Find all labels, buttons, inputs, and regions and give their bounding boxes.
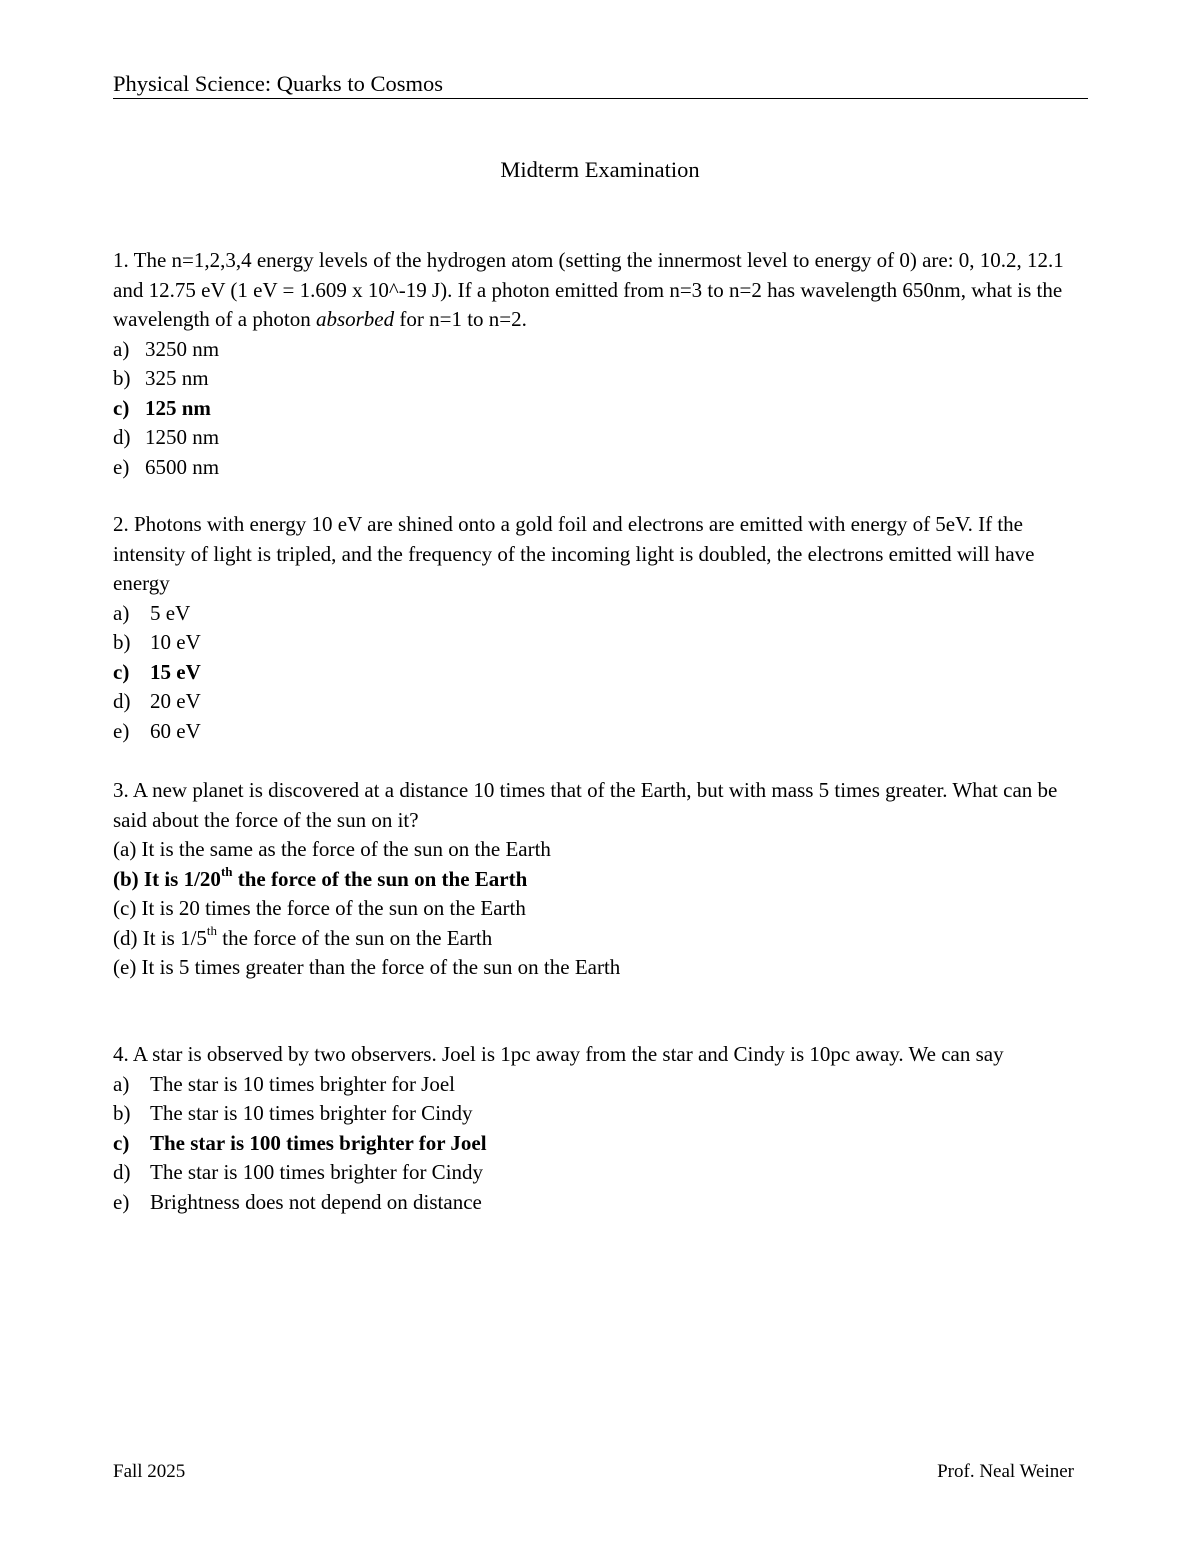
question-1-options [113,335,1088,483]
question-2 [113,510,1088,746]
question-4-stem: 4. A star is observed by two observers. Joel is 1pc away from the star and Cindy is 10pc away. We can say [113,1042,1004,1066]
footer-term: Fall 2025 [113,1461,186,1482]
question-2-stem: 2. Photons with energy 10 eV are shined onto a gold foil and electrons are emitted with energy of 5eV. If the intensity of light is tripled, and the frequency of the incoming light is doubled, the electrons emitted will have energy [113,512,1035,595]
option-e: e) 60 eV [113,718,201,743]
question-3 [113,776,1088,983]
question-4-options [113,1070,1088,1218]
option-d: d) 20 eV [113,689,201,713]
option-e: e) 6500 nm [113,454,220,479]
footer-instructor: Prof. Neal Weiner [937,1461,1074,1482]
option-e: e) Brightness does not depend on distance [113,1189,482,1214]
page-title: Midterm Examination [500,157,700,182]
option-d: d) The star is 100 times brighter for Cindy [113,1160,484,1184]
question-1-stem: 1. The n=1,2,3,4 energy levels of the hydrogen atom (setting the innermost level to energy of 0) are: 0, 10.2, 12.1 and 12.75 eV (1 eV = 1.609 x 10^-19 J). If a photon emitted from n=3 to n=2 has wavelength 650nm, what is the wavelength of a photon absorbed for n=1 to n=2. [113,248,1064,331]
option-c-correct: c) 125 nm [113,395,211,420]
option-b: b) 10 eV [113,630,201,654]
option-d: (d) It is 1/5th the force of the sun on the Earth [113,922,493,950]
option-d: d) 1250 nm [113,425,220,449]
question-2-options [113,599,1088,747]
question-1 [113,246,1088,482]
option-a: a) The star is 10 times brighter for Joel [113,1071,456,1096]
option-c-correct: c) 15 eV [113,659,201,684]
course-header: Physical Science: Quarks to Cosmos [113,70,1088,99]
option-a: a) 5 eV [113,600,191,625]
option-a: (a) It is the same as the force of the sun on the Earth [113,837,551,861]
question-3-stem: 3. A new planet is discovered at a distance 10 times that of the Earth, but with mass 5 times greater. What can be said about the force of the sun on it? [113,778,1058,832]
question-4 [113,1040,1088,1217]
option-e: (e) It is 5 times greater than the force of the sun on the Earth [113,955,621,979]
option-b: b) 325 nm [113,366,209,390]
option-c: (c) It is 20 times the force of the sun on the Earth [113,896,526,920]
question-3-options [113,835,1088,983]
option-c-correct: c) The star is 100 times brighter for Joel [113,1130,487,1155]
option-b: b) The star is 10 times brighter for Cindy [113,1101,473,1125]
option-b-correct: (b) It is 1/20th the force of the sun on the Earth [113,863,528,891]
option-a: a) 3250 nm [113,336,220,361]
